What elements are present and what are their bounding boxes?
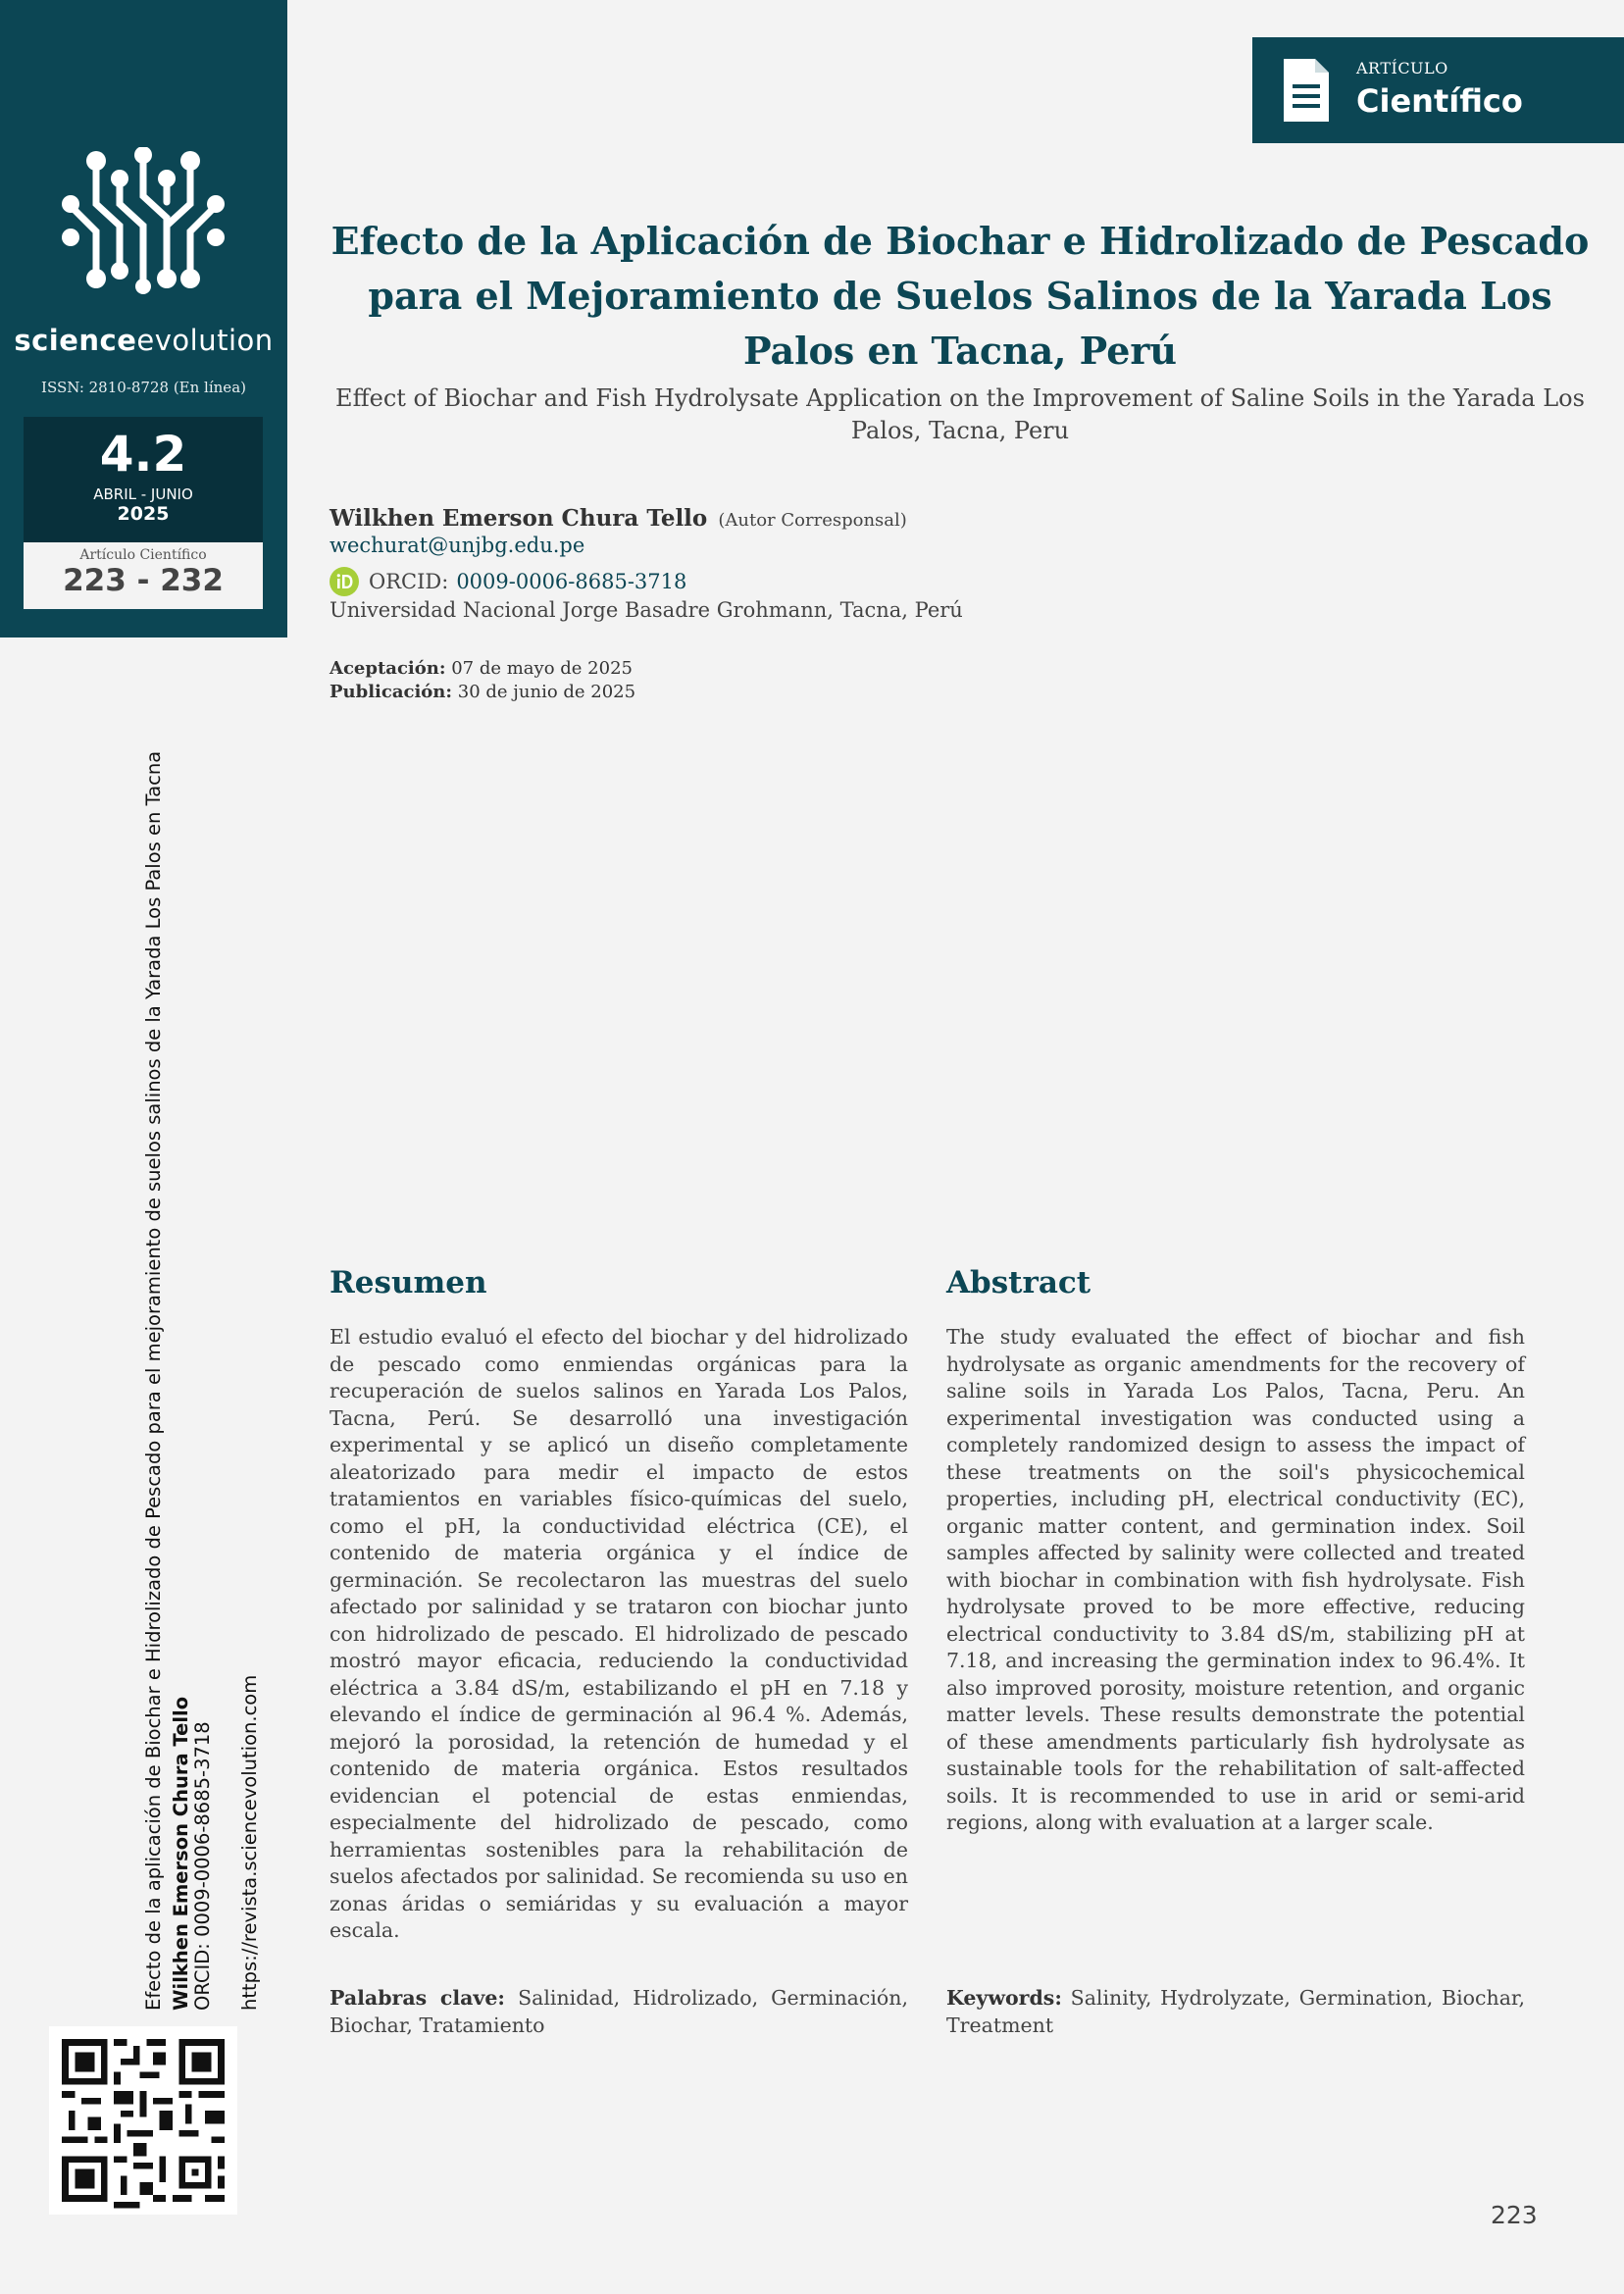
- page-range-box: [24, 542, 263, 609]
- article-title: Efecto de la Aplicación de Biochar e Hidrolizado de Pescado para el Mejoramiento de Suelos Salinos de la Yarada Los Palos en Tacna, Perú: [330, 219, 1590, 373]
- article-type-label: Artículo Científico: [79, 547, 207, 563]
- abstract-heading: Abstract: [946, 1265, 1091, 1300]
- orcid-label: ORCID:: [369, 570, 449, 593]
- issn: ISSN: 2810-8728 (En línea): [41, 379, 246, 396]
- article-type-badge: [1252, 37, 1624, 143]
- acceptance-label: Aceptación:: [330, 658, 446, 679]
- author-block: [330, 505, 1408, 622]
- vertical-author: Wilkhen Emerson Chura Tello: [170, 1696, 192, 2011]
- page-range: 223 - 232: [63, 563, 224, 598]
- publication-label: Publicación:: [330, 682, 453, 702]
- volume-number: 4.2: [99, 426, 187, 483]
- qr-code[interactable]: [49, 2026, 237, 2215]
- resumen-keywords: [330, 1985, 908, 2039]
- page-number: 223: [1491, 2201, 1538, 2229]
- vertical-orcid: ORCID: 0009-0006-8685-3718: [191, 1721, 214, 2011]
- author-affiliation: Universidad Nacional Jorge Basadre Grohmann, Tacna, Perú: [330, 598, 963, 622]
- author-role: (Autor Corresponsal): [718, 510, 907, 531]
- abstract-keywords: [946, 1985, 1525, 2039]
- journal-sidebar: [0, 0, 287, 637]
- volume-period: ABRIL - JUNIO: [93, 485, 193, 503]
- abstract-body: The study evaluated the effect of biochar and fish hydrolysate as organic amendments for the recovery of saline soils in Yarada Los Palos, Tacna, Peru. An experimental investigation was conducted using a completely randomized design to assess the impact of these treatments on the soil's physicochemical properties, including pH, electrical conductivity (EC), organic matter content, and germination index. Soil samples affected by salinity were collected and treated with biochar in combination with fish hydrolysate. Fish hydrolysate proved to be more effective, reducing electrical conductivity to 3.84 dS/m, stabilizing pH at 7.18, and increasing the germination index to 96.4%. It also improved porosity, moisture retention, and organic matter levels. These results demonstrate the potential of these amendments particularly fish hydrolysate as sustainable tools for the rehabilitation of salt-affected soils. It is recommended to use in arid or semi-arid regions, along with evaluation at a larger scale.: [946, 1325, 1525, 1834]
- vertical-article-title: Efecto de la aplicación de Biochar e Hidrolizado de Pescado para el mejoramiento de suelos salinos de la Yarada Los Palos en Tacna: [142, 750, 165, 2011]
- orcid-link[interactable]: 0009-0006-8685-3718: [456, 570, 687, 593]
- acceptance-date: 07 de mayo de 2025: [451, 658, 633, 679]
- author-email[interactable]: wechurat@unjbg.edu.pe: [330, 534, 585, 557]
- dates-block: [330, 657, 635, 704]
- resumen-heading: Resumen: [330, 1265, 487, 1300]
- resumen-section: [330, 1265, 908, 2039]
- resumen-keywords-list: Salinidad, Hidrolizado, Germinación, Biochar, Tratamiento: [330, 1986, 908, 2037]
- vertical-url[interactable]: https://revista.sciencevolution.com: [238, 1674, 261, 2011]
- volume-year: 2025: [117, 503, 170, 525]
- journal-brand: scienceevolution: [14, 324, 274, 357]
- document-icon: [1280, 55, 1333, 126]
- orcid-icon: [330, 567, 359, 596]
- resumen-body: El estudio evaluó el efecto del biochar y del hidrolizado de pescado como enmiendas orgánicas para la recuperación de suelos salinos en Yarada Los Palos, Tacna, Perú. Se desarrolló una investigación experimental y se aplicó un diseño completamente aleatorizado para medir el impacto de estos tratamientos en variables físico-químicas del suelo, como el pH, la conductividad eléctrica (CE), el contenido de materia orgánica y el índice de germinación. Se recolectaron las muestras del suelo afectado por salinidad y se trataron con biochar junto con hidrolizado de pescado. El hidrolizado de pescado mostró mayor eficacia, reduciendo la conductividad eléctrica a 3.84 dS/m, estabilizando el pH en 7.18 y elevando el índice de germinación al 96.4 %. Además, mejoró la porosidad, la retención de humedad y el contenido de materia orgánica. Estos resultados evidencian el potencial de estas enmiendas, especialmente del hidrolizado de pescado, como herramientas sostenibles para la rehabilitación de suelos afectados por salinidad. Se recomienda su uso en zonas áridas o semiáridas y su evaluación a mayor escala.: [330, 1325, 908, 1942]
- publication-date: 30 de junio de 2025: [457, 682, 636, 702]
- badge-big-text: Científico: [1356, 82, 1523, 120]
- author-name: Wilkhen Emerson Chura Tello: [330, 505, 708, 532]
- abstract-keywords-list: Salinity, Hydrolyzate, Germination, Biochar, Treatment: [946, 1986, 1525, 2037]
- article-title-english: Effect of Biochar and Fish Hydrolysate Application on the Improvement of Saline Soils in the Yarada Los Palos, Tacna, Peru: [335, 384, 1585, 444]
- abstract-section: [946, 1265, 1525, 2039]
- abstract-keywords-label: Keywords:: [946, 1986, 1062, 2010]
- resumen-keywords-label: Palabras clave:: [330, 1986, 505, 2010]
- vertical-side-text: [137, 716, 267, 2011]
- badge-small-text: ARTÍCULO: [1356, 59, 1448, 77]
- orcid-row: [330, 567, 1408, 596]
- volume-box: [24, 417, 263, 542]
- logo-network-icon: [61, 147, 226, 294]
